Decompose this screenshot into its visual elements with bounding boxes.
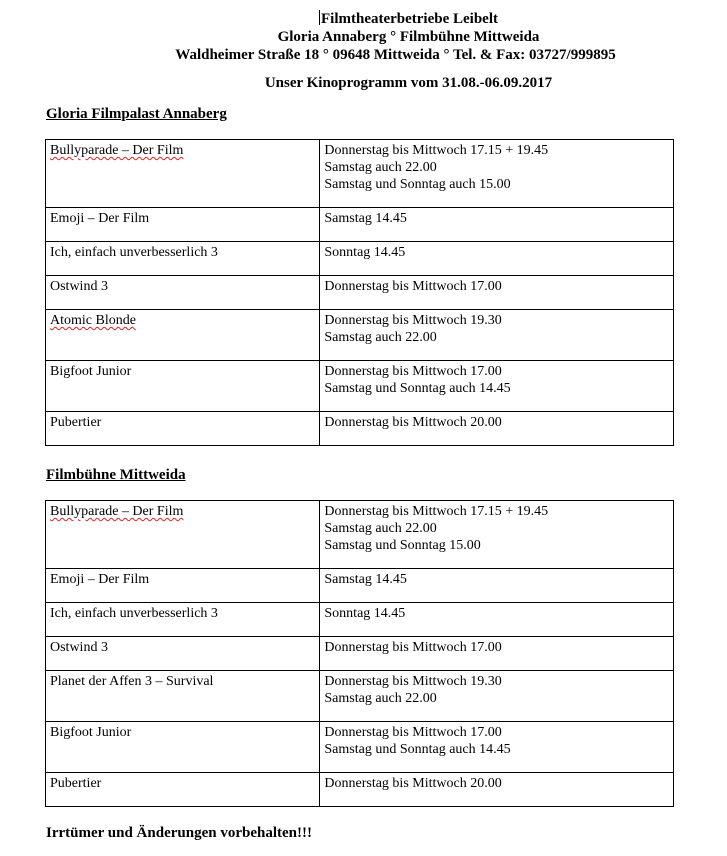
table-row [46, 310, 674, 361]
table-row [46, 242, 674, 276]
showtimes-cell [320, 501, 674, 569]
showtime-line: Samstag und Sonntag 15.00 [324, 538, 481, 553]
schedule-table-mittweida [45, 500, 674, 807]
program-title: Unser Kinoprogramm vom 31.08.-06.09.2017 [264, 75, 553, 91]
header-address: Waldheimer Straße 18 ° 09648 Mittweida ° Tel. & Fax: 03727/999895 [175, 47, 616, 63]
showtimes-cell [320, 722, 674, 773]
showtime-line: Donnerstag bis Mittwoch 19.30 [324, 313, 502, 328]
showtime-line: Samstag auch 22.00 [324, 521, 437, 536]
showtimes-cell [320, 276, 674, 310]
showtimes-cell [320, 140, 674, 208]
document-header [0, 10, 727, 64]
showtime-line: Donnerstag bis Mittwoch 20.00 [324, 776, 502, 791]
text-cursor [319, 10, 320, 25]
table-row [46, 773, 674, 807]
showtime-line: Donnerstag bis Mittwoch 17.15 + 19.45 [324, 143, 549, 158]
showtime-line: Donnerstag bis Mittwoch 17.00 [324, 640, 502, 655]
table-row [46, 671, 674, 722]
table-row [46, 501, 674, 569]
showtimes-cell [320, 361, 674, 412]
movie-title-cell: Ostwind 3 [46, 637, 320, 671]
showtime-line: Samstag auch 22.00 [324, 160, 437, 175]
movie-title-word: Bullyparade – Der Film [50, 504, 184, 519]
showtimes-cell [320, 208, 674, 242]
table-row [46, 361, 674, 412]
section-heading-mittweida: Filmbühne Mittweida [46, 467, 186, 483]
showtimes-cell [320, 637, 674, 671]
showtimes-cell [320, 569, 674, 603]
movie-title-cell: Pubertier [46, 412, 320, 446]
showtimes-cell [320, 603, 674, 637]
movie-title-cell: Bigfoot Junior [46, 722, 320, 773]
showtime-line: Samstag 14.45 [324, 572, 407, 587]
showtime-line: Samstag auch 22.00 [324, 691, 437, 706]
movie-title-word: Bullyparade – Der Film [50, 143, 184, 158]
showtime-line: Donnerstag bis Mittwoch 20.00 [324, 415, 502, 430]
showtime-line: Donnerstag bis Mittwoch 17.00 [324, 279, 502, 294]
movie-title-cell: Ich, einfach unverbesserlich 3 [46, 242, 320, 276]
section-heading-annaberg: Gloria Filmpalast Annaberg [46, 106, 227, 122]
disclaimer-footer: Irrtümer und Änderungen vorbehalten!!! [46, 825, 312, 841]
showtime-line: Sonntag 14.45 [324, 245, 406, 260]
showtimes-cell [320, 773, 674, 807]
movie-title-cell: Bigfoot Junior [46, 361, 320, 412]
schedule-table-annaberg [45, 139, 674, 446]
showtime-line: Samstag 14.45 [324, 211, 407, 226]
showtime-line: Donnerstag bis Mittwoch 19.30 [324, 674, 502, 689]
movie-title-cell: Emoji – Der Film [46, 208, 320, 242]
table-row [46, 140, 674, 208]
showtimes-cell [320, 310, 674, 361]
movie-title-cell: Emoji – Der Film [46, 569, 320, 603]
showtime-line: Sonntag 14.45 [324, 606, 406, 621]
table-row [46, 208, 674, 242]
showtime-line: Donnerstag bis Mittwoch 17.15 + 19.45 [324, 504, 549, 519]
movie-title-cell [46, 310, 320, 361]
table-row [46, 412, 674, 446]
movie-title-word: Atomic Blonde [50, 313, 136, 328]
showtime-line: Donnerstag bis Mittwoch 17.00 [324, 725, 502, 740]
showtimes-cell [320, 242, 674, 276]
table-row [46, 722, 674, 773]
showtimes-cell [320, 671, 674, 722]
showtime-line: Donnerstag bis Mittwoch 17.00 [324, 364, 502, 379]
header-venues: Gloria Annaberg ° Filmbühne Mittweida [277, 29, 540, 45]
movie-title-cell: Pubertier [46, 773, 320, 807]
table-row [46, 569, 674, 603]
table-row [46, 603, 674, 637]
showtimes-cell [320, 412, 674, 446]
showtime-line: Samstag und Sonntag auch 15.00 [324, 177, 511, 192]
movie-title-cell [46, 501, 320, 569]
header-company: Filmtheaterbetriebe Leibelt [320, 11, 499, 27]
movie-title-cell: Ich, einfach unverbesserlich 3 [46, 603, 320, 637]
showtime-line: Samstag und Sonntag auch 14.45 [324, 742, 511, 757]
showtime-line: Samstag und Sonntag auch 14.45 [324, 381, 511, 396]
movie-title-cell: Ostwind 3 [46, 276, 320, 310]
table-row [46, 637, 674, 671]
table-row [46, 276, 674, 310]
movie-title-cell: Planet der Affen 3 – Survival [46, 671, 320, 722]
movie-title-cell [46, 140, 320, 208]
showtime-line: Samstag auch 22.00 [324, 330, 437, 345]
